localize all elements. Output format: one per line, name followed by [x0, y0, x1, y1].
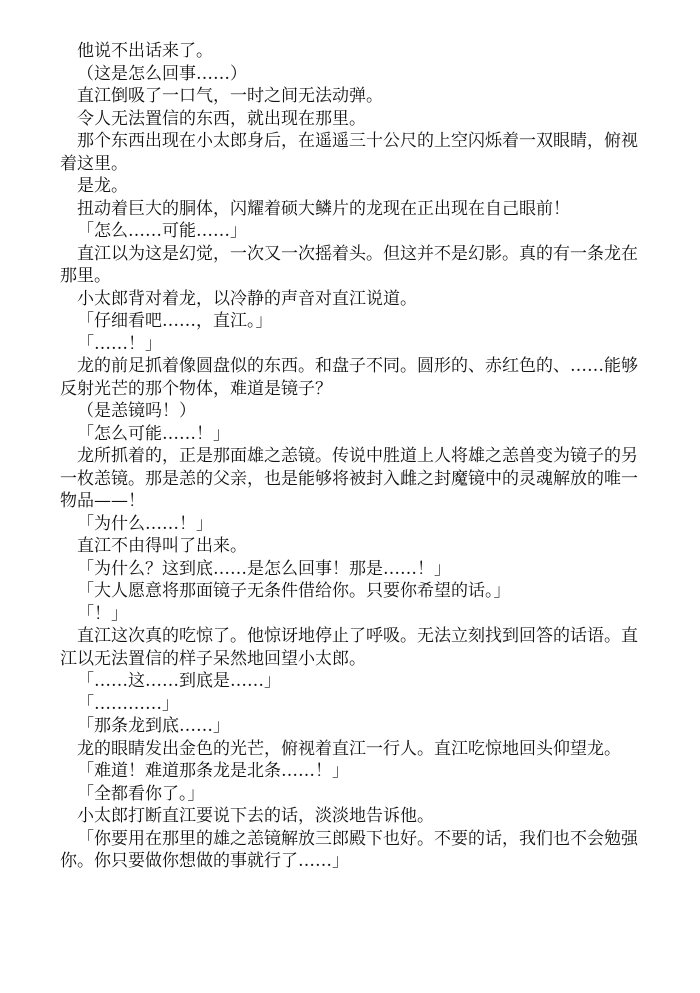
paragraph: 「为什么？这到底……是怎么回事！那是……！」 — [77, 558, 451, 579]
document-page — [60, 40, 640, 873]
paragraph: 扭动着巨大的胴体，闪耀着硕大鳞片的龙现在正出现在自己眼前！ — [77, 198, 570, 219]
paragraph: （这是怎么回事……） — [77, 63, 247, 84]
paragraph: 「！」 — [77, 603, 128, 624]
paragraph: 「那条龙到底……」 — [77, 716, 230, 736]
paragraph: 令人无法置信的东西，就出现在那里。 — [77, 108, 366, 129]
paragraph: 「怎么可能……！」 — [77, 423, 230, 444]
paragraph: 小太郎打断直江要说下去的话，淡淡地告诉他。 — [77, 806, 434, 826]
paragraph: 「为什么……！」 — [77, 513, 213, 534]
paragraph: 「…………」 — [77, 693, 179, 714]
paragraph: 「难道！难道那条龙是北条……！」 — [77, 761, 349, 781]
paragraph: 直江这次真的吃惊了。他惊讶地停止了呼吸。无法立刻找到回答的话语。直江以无法置信的样子呆然地回望小太郎。 — [60, 626, 638, 669]
paragraph: 「……这……到底是……」 — [77, 671, 281, 691]
paragraph: 「……！」 — [77, 333, 162, 354]
paragraph: 直江倒吸了一口气，一时之间无法动弹。 — [77, 86, 383, 106]
paragraph: 那个东西出现在小太郎身后，在遥遥三十公尺的上空闪烁着一双眼睛，俯视着这里。 — [60, 131, 638, 174]
paragraph: 「你要用在那里的雄之恙镜解放三郎殿下也好。不要的话，我们也不会勉强你。你只要做你想做的事就行了……」 — [60, 828, 638, 871]
paragraph: 「全都看你了。」 — [77, 783, 205, 804]
paragraph: 「大人愿意将那面镜子无条件借给你。只要你希望的话。」 — [77, 581, 511, 601]
paragraph: 他说不出话来了。 — [77, 41, 213, 61]
paragraph: （是恙镜吗！） — [77, 401, 196, 421]
paragraph: 是龙。 — [77, 176, 128, 196]
paragraph: 直江不由得叫了出来。 — [77, 536, 247, 556]
paragraph: 直江以为这是幻觉，一次又一次摇着头。但这并不是幻影。真的有一条龙在那里。 — [60, 243, 638, 286]
paragraph: 「怎么……可能……」 — [77, 221, 247, 241]
paragraph: 龙的眼睛发出金色的光芒，俯视着直江一行人。直江吃惊地回头仰望龙。 — [77, 738, 621, 759]
paragraph: 「仔细看吧……，直江。」 — [77, 311, 273, 331]
paragraph: 龙的前足抓着像圆盘似的东西。和盘子不同。圆形的、赤红色的、……能够反射光芒的那个物体，难道是镜子？ — [60, 356, 638, 399]
paragraph: 龙所抓着的，正是那面雄之恙镜。传说中胜道上人将雄之恙兽变为镜子的另一枚恙镜。那是恙的父亲，也是能够将被封入雌之封魔镜中的灵魂解放的唯一物品——！ — [60, 446, 638, 511]
paragraph: 小太郎背对着龙，以冷静的声音对直江说道。 — [77, 288, 417, 309]
